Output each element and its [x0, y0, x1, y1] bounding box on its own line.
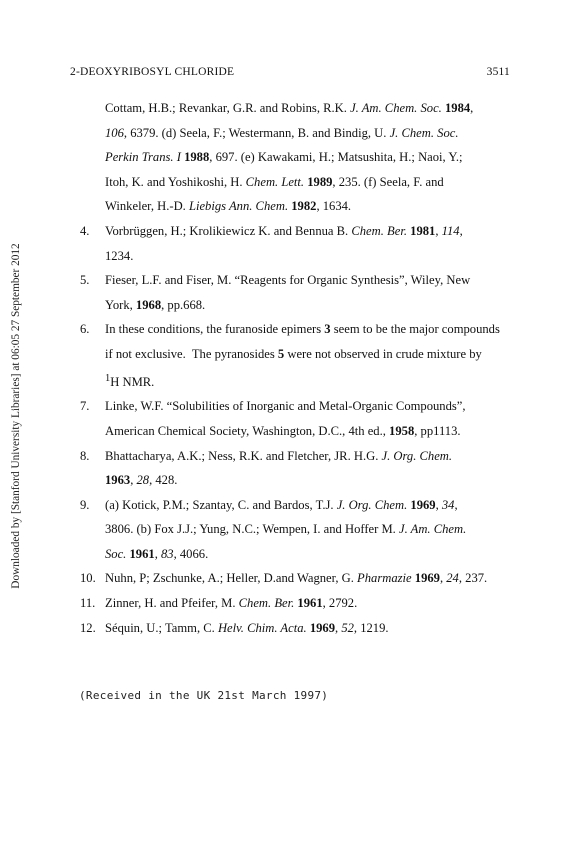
reference-number: 8.: [80, 448, 90, 463]
reference-text: Fieser, L.F. and Fiser, M. “Reagents for Organic Synthesis”, Wiley, New York, 1968, pp.668.: [105, 273, 471, 312]
running-title: 2-DEOXYRIBOSYL CHLORIDE: [70, 66, 235, 78]
reference-item: [80, 616, 520, 641]
reference-text: Zinner, H. and Pfeifer, M. Chem. Ber. 1961, 2792.: [105, 596, 358, 611]
reference-number: 5.: [80, 273, 90, 288]
reference-item: [80, 268, 520, 317]
reference-item: [80, 566, 520, 591]
reference-text: Cottam, H.B.; Revankar, G.R. and Robins, R.K. J. Am. Chem. Soc. 1984, 106, 6379. (d) Seela, F.; Westermann, B. and Bindig, U. J. Chem. Soc. Perkin Trans. I 1988, 697. (e) Kawakami, H.; Matsushita, H.; Naoi, Y.; Itoh, K. and Yoshikoshi, H. Chem. Lett. 1989, 235. (f) Seela, F. and Winkeler, H.-D. Liebigs Ann. Chem. 1982, 1634.: [105, 101, 474, 214]
reference-number: 10.: [80, 571, 96, 586]
download-watermark: Downloaded by [Stanford University Libraries] at 06:05 27 September 2012: [10, 243, 22, 589]
reference-item: [80, 591, 520, 616]
reference-number: 6.: [80, 322, 90, 337]
reference-text: Nuhn, P; Zschunke, A.; Heller, D.and Wagner, G. Pharmazie 1969, 24, 237.: [105, 571, 488, 586]
received-date-note: (Received in the UK 21st March 1997): [79, 689, 329, 702]
reference-text: Séquin, U.; Tamm, C. Helv. Chim. Acta. 1969, 52, 1219.: [105, 620, 389, 635]
page-number: 3511: [486, 66, 510, 78]
reference-text: Linke, W.F. “Solubilities of Inorganic and Metal-Organic Compounds”, American Chemical Society, Washington, D.C., 4th ed., 1958, pp1113.: [105, 399, 466, 438]
reference-item: [80, 219, 520, 268]
reference-text: In these conditions, the furanoside epimers 3 seem to be the major compounds if not exclusive. The pyranosides 5 were not observed in crude mixture by $^1$H NMR.: [105, 322, 500, 389]
reference-number: 11.: [80, 596, 96, 611]
reference-text: Bhattacharya, A.K.; Ness, R.K. and Fletcher, JR. H.G. J. Org. Chem. 1963, 28, 428.: [105, 448, 453, 488]
reference-item: [80, 394, 520, 443]
running-header: [70, 66, 510, 82]
reference-number: 12.: [80, 620, 96, 635]
reference-number: 9.: [80, 497, 90, 512]
reference-number: 4.: [80, 223, 90, 238]
reference-item: [80, 317, 520, 394]
reference-list: [80, 96, 520, 640]
reference-item: [80, 96, 520, 219]
reference-item: [80, 493, 520, 567]
reference-text: (a) Kotick, P.M.; Szantay, C. and Bardos, T.J. J. Org. Chem. 1969, 34, 3806. (b) Fox J.J.; Yung, N.C.; Wempen, I. and Hoffer M. J. Am. Chem. Soc. 1961, 83, 4066.: [105, 497, 467, 561]
reference-text: Vorbrüggen, H.; Krolikiewicz K. and Bennua B. Chem. Ber. 1981, 114, 1234.: [105, 223, 463, 263]
reference-number: 7.: [80, 399, 90, 414]
reference-item: [80, 444, 520, 493]
